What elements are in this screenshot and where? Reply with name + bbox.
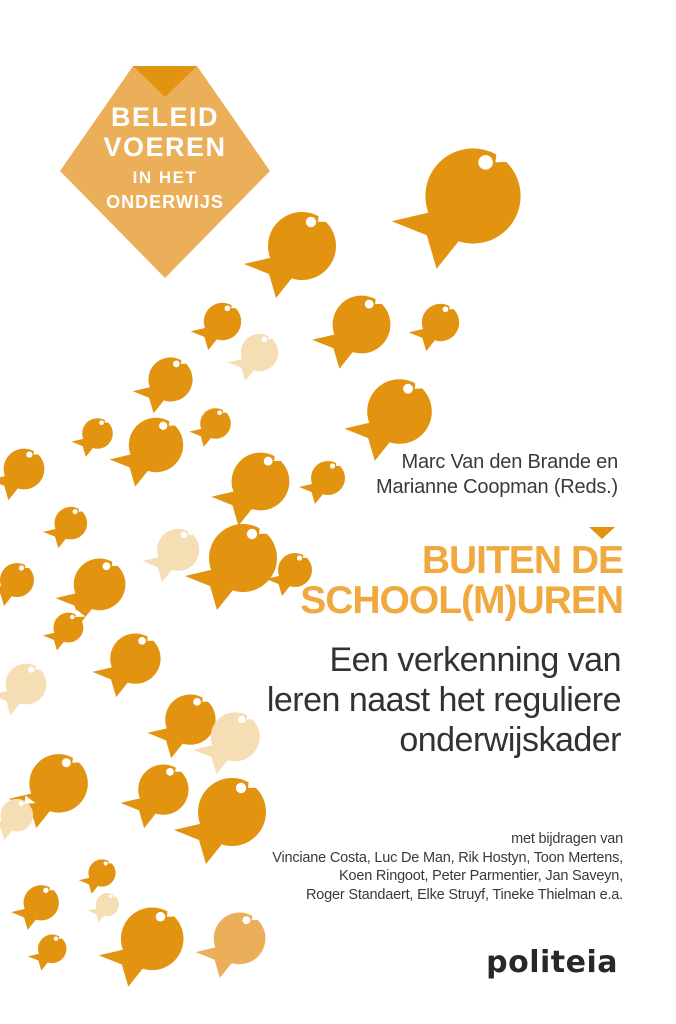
author-line-2: Marianne Coopman (Reds.) <box>376 476 618 498</box>
contributors-intro: met bijdragen van <box>511 831 623 847</box>
fish-icon <box>174 771 271 864</box>
contributors-line-1: Vinciane Costa, Luc De Man, Rik Hostyn, Toon Mertens, <box>272 849 623 866</box>
contributors-line-2: Koen Ringoot, Peter Parmentier, Jan Saveyn, <box>339 868 623 884</box>
badge-line-4: ONDERWIJS <box>106 192 224 212</box>
badge-line-1: BELEID <box>110 102 219 132</box>
book-title <box>300 541 623 621</box>
fish-icon <box>88 891 121 923</box>
fish-icon <box>0 659 49 715</box>
subtitle-line-2: leren naast het reguliere <box>266 681 621 719</box>
subtitle-line-1: Een verkenning van <box>329 641 621 679</box>
fish-icon <box>189 405 233 447</box>
authors <box>376 450 618 500</box>
fish-icon <box>142 524 202 582</box>
fish-icon <box>110 412 188 486</box>
book-subtitle <box>267 640 621 760</box>
fish-icon <box>0 560 37 607</box>
fish-icon <box>71 415 115 457</box>
series-badge <box>60 66 270 278</box>
fish-icon <box>191 299 244 350</box>
fish-icon <box>92 628 164 697</box>
fish-icon <box>0 796 36 841</box>
fish-icon <box>28 932 69 971</box>
subtitle-line-3: onderwijskader <box>399 721 621 759</box>
fish-icon <box>43 504 90 549</box>
title-line-2: SCHOOL(M)UREN <box>300 579 623 622</box>
badge-text <box>60 102 270 214</box>
fish-icon <box>185 517 282 610</box>
fish-icon <box>196 907 270 978</box>
triangle-down-icon <box>589 527 615 539</box>
contributors <box>272 830 623 904</box>
fish-icon <box>120 759 192 828</box>
fish-icon <box>312 290 394 369</box>
contributors-line-3: Roger Standaert, Elke Struyf, Tineke Thielman e.a. <box>306 886 623 903</box>
fish-icon <box>11 881 61 929</box>
fish-icon <box>299 458 348 505</box>
badge-line-3: IN HET <box>132 168 198 187</box>
fish-icon <box>211 447 293 526</box>
fish-icon <box>79 857 118 894</box>
fish-icon <box>409 300 462 351</box>
author-line-1: Marc Van den Brande en <box>401 451 618 473</box>
fish-icon <box>344 373 436 461</box>
title-line-1: BUITEN DE <box>421 539 623 582</box>
fish-icon <box>392 139 528 269</box>
badge-line-2: VOEREN <box>103 132 227 162</box>
fish-icon <box>0 444 47 500</box>
publisher-logo: politeia <box>486 945 618 980</box>
fish-icon <box>133 353 196 413</box>
fish-icon <box>43 610 86 651</box>
fish-icon <box>228 330 281 381</box>
